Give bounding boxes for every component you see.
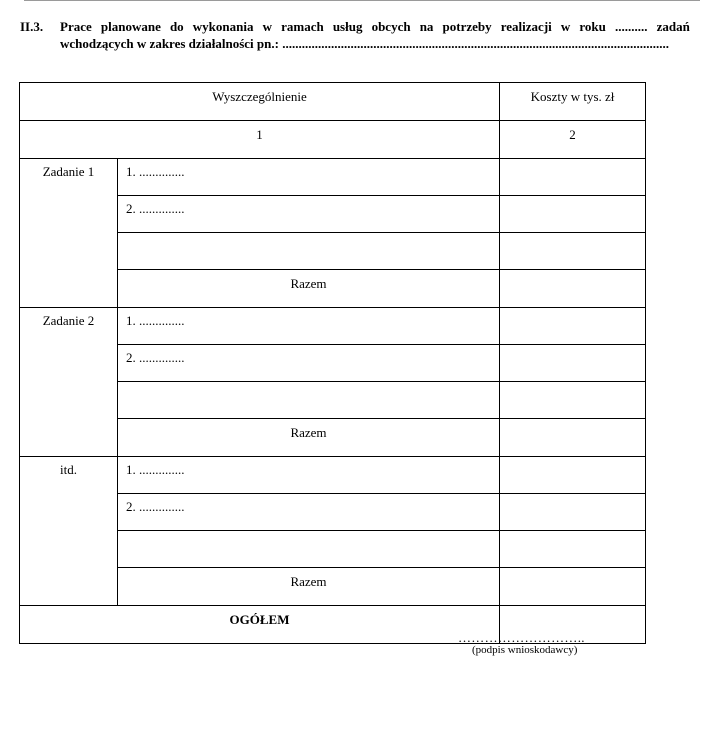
item-cell: 1. .............. <box>118 308 500 345</box>
cost-cell[interactable] <box>500 382 646 419</box>
task-label: Zadanie 2 <box>20 308 118 457</box>
item-cell: 1. .............. <box>118 457 500 494</box>
heading-word: roku <box>579 19 606 34</box>
header-costs: Koszty w tys. zł <box>500 83 646 121</box>
subtotal-cost-cell[interactable] <box>500 270 646 308</box>
item-cell: 1. .............. <box>118 159 500 196</box>
heading-word: do <box>169 19 184 34</box>
item-cell: 2. .............. <box>118 196 500 233</box>
signature-line: ……………………….. <box>458 630 585 645</box>
heading-word: .......... <box>614 19 648 34</box>
cost-cell[interactable] <box>500 233 646 270</box>
heading-word: usług <box>332 19 363 34</box>
cost-cell[interactable] <box>500 494 646 531</box>
heading-line-2: wchodzących w zakres działalności pn.: ....................................................................................................................... <box>60 36 669 51</box>
heading-word: obcych <box>371 19 411 34</box>
item-cell: 2. .............. <box>118 345 500 382</box>
table-row <box>20 457 646 494</box>
cost-cell[interactable] <box>500 159 646 196</box>
cost-cell[interactable] <box>500 196 646 233</box>
header-row <box>20 83 646 121</box>
table-row <box>20 159 646 196</box>
header-description: Wyszczególnienie <box>20 83 500 121</box>
total-label: OGÓŁEM <box>20 606 500 644</box>
section-heading <box>20 18 690 52</box>
heading-word: realizacji <box>500 19 552 34</box>
heading-word: planowane <box>100 19 161 34</box>
heading-word: Prace <box>60 19 92 34</box>
subtotal-label: Razem <box>118 568 500 606</box>
table-row <box>20 308 646 345</box>
heading-line-1 <box>60 18 690 35</box>
heading-word: w <box>262 19 272 34</box>
subtotal-cost-cell[interactable] <box>500 568 646 606</box>
item-cell <box>118 233 500 270</box>
column-number-1: 1 <box>20 121 500 159</box>
heading-word: zadań <box>656 19 690 34</box>
cost-table <box>19 82 646 644</box>
heading-word: w <box>560 19 571 34</box>
heading-word: na <box>419 19 434 34</box>
subtotal-label: Razem <box>118 419 500 457</box>
signature-label: (podpis wnioskodawcy) <box>472 644 578 656</box>
heading-word: ramach <box>281 19 324 34</box>
item-cell <box>118 531 500 568</box>
column-number-row <box>20 121 646 159</box>
task-label: Zadanie 1 <box>20 159 118 308</box>
heading-word: potrzeby <box>442 19 492 34</box>
cost-cell[interactable] <box>500 308 646 345</box>
item-cell: 2. .............. <box>118 494 500 531</box>
section-number: II.3. <box>20 19 44 34</box>
subtotal-cost-cell[interactable] <box>500 419 646 457</box>
task-label: itd. <box>20 457 118 606</box>
subtotal-label: Razem <box>118 270 500 308</box>
cost-cell[interactable] <box>500 457 646 494</box>
item-cell <box>118 382 500 419</box>
cost-cell[interactable] <box>500 531 646 568</box>
top-rule <box>24 0 700 1</box>
column-number-2: 2 <box>500 121 646 159</box>
cost-cell[interactable] <box>500 345 646 382</box>
heading-word: wykonania <box>192 19 254 34</box>
